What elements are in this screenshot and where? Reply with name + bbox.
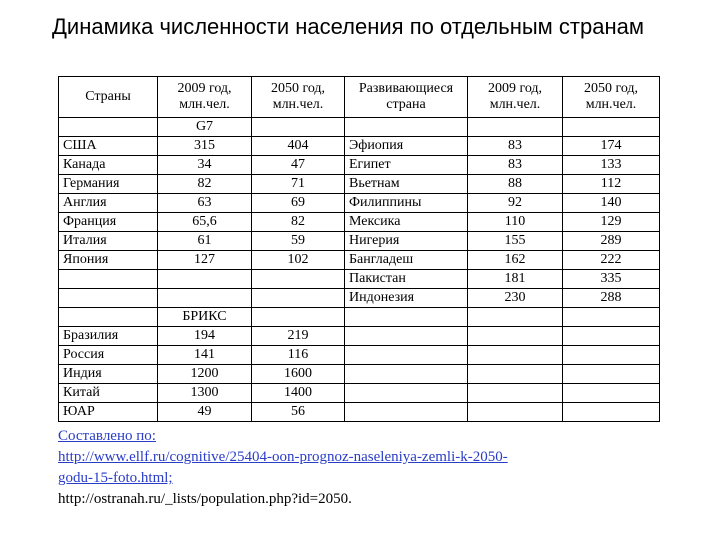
table-cell [59,289,158,308]
table-cell: Россия [59,346,158,365]
header-countries: Страны [59,77,158,118]
table-cell [59,270,158,289]
table-cell: 83 [468,137,563,156]
table-cell [252,289,345,308]
table-cell: 116 [252,346,345,365]
table-cell: 174 [563,137,660,156]
table-cell: 63 [158,194,252,213]
table-cell: 65,6 [158,213,252,232]
table-cell [468,403,563,422]
table-cell: 1300 [158,384,252,403]
table-cell [468,327,563,346]
table-cell: Китай [59,384,158,403]
header-2009-dev: 2009 год, млн.чел. [468,77,563,118]
table-cell [563,365,660,384]
table-cell [468,384,563,403]
table-cell: 83 [468,156,563,175]
table-cell: Филиппины [345,194,468,213]
table-cell [158,289,252,308]
table-cell [345,384,468,403]
table-cell: 71 [252,175,345,194]
table-cell [563,384,660,403]
source-link-1-line-2[interactable]: godu-15-foto.html; [58,470,173,486]
brics-rows [59,327,660,422]
table-cell: Нигерия [345,232,468,251]
table-cell [563,327,660,346]
table-cell: 49 [158,403,252,422]
table-cell: 69 [252,194,345,213]
population-table [58,76,660,422]
table-cell: 230 [468,289,563,308]
table-cell [563,346,660,365]
table-cell: 133 [563,156,660,175]
table-cell: Канада [59,156,158,175]
table-cell: Англия [59,194,158,213]
table-cell: Бангладеш [345,251,468,270]
header-2050: 2050 год, млн.чел. [252,77,345,118]
table-cell: 127 [158,251,252,270]
header-2009: 2009 год, млн.чел. [158,77,252,118]
table-row [59,137,660,156]
table-cell: 140 [563,194,660,213]
group-label-brics: БРИКС [158,308,252,327]
table-cell: 110 [468,213,563,232]
table-cell: 102 [252,251,345,270]
table-row [59,365,660,384]
table-cell [468,365,563,384]
table-cell [345,403,468,422]
table-row [59,327,660,346]
table-cell: 219 [252,327,345,346]
table-row [59,232,660,251]
page-title: Динамика численности населения по отдельным странам [52,14,644,39]
table-row [59,270,660,289]
table-row [59,194,660,213]
table-cell: 155 [468,232,563,251]
table-cell: Франция [59,213,158,232]
table-cell: 335 [563,270,660,289]
table-cell: 194 [158,327,252,346]
table-cell [158,270,252,289]
table-cell: 56 [252,403,345,422]
table-cell: 112 [563,175,660,194]
table-cell: 1400 [252,384,345,403]
table-cell: 34 [158,156,252,175]
table-cell: 92 [468,194,563,213]
table-header-row [59,77,660,118]
source-link-2: http://ostranah.ru/_lists/population.php?id=2050. [58,491,352,507]
table-cell: 61 [158,232,252,251]
table-cell: 289 [563,232,660,251]
table-cell: 288 [563,289,660,308]
table-row [59,346,660,365]
table-row [59,384,660,403]
table-cell: Индия [59,365,158,384]
table-cell [468,346,563,365]
table-cell: 47 [252,156,345,175]
table-row [59,175,660,194]
group-row-g7 [59,118,660,137]
table-cell [345,346,468,365]
table-cell [345,327,468,346]
table-row [59,289,660,308]
table-cell: Германия [59,175,158,194]
table-cell: 82 [158,175,252,194]
table-cell: Бразилия [59,327,158,346]
table-cell [345,365,468,384]
header-developing: Развивающиеся страна [345,77,468,118]
table-cell: 129 [563,213,660,232]
table-cell: 1200 [158,365,252,384]
table-cell: Эфиопия [345,137,468,156]
table-row [59,403,660,422]
table-cell: 222 [563,251,660,270]
table-cell: 1600 [252,365,345,384]
table-cell: 162 [468,251,563,270]
table-cell: Мексика [345,213,468,232]
table-cell: 404 [252,137,345,156]
table-cell: 315 [158,137,252,156]
table-cell: 181 [468,270,563,289]
main-rows [59,137,660,308]
table-cell: 59 [252,232,345,251]
source-link-1-line-1[interactable]: http://www.ellf.ru/cognitive/25404-oon-prognoz-naseleniya-zemli-k-2050- [58,449,508,465]
group-row-brics [59,308,660,327]
table-cell: Япония [59,251,158,270]
table-row [59,251,660,270]
table-cell: ЮАР [59,403,158,422]
table-cell: Вьетнам [345,175,468,194]
table-cell: 88 [468,175,563,194]
table-cell: 82 [252,213,345,232]
group-label-g7: G7 [158,118,252,137]
table-cell [252,270,345,289]
source-block [58,426,508,510]
table-row [59,156,660,175]
table-cell [563,403,660,422]
table-row [59,213,660,232]
header-2050-dev: 2050 год, млн.чел. [563,77,660,118]
table-cell: Египет [345,156,468,175]
table-cell: Пакистан [345,270,468,289]
table-cell: 141 [158,346,252,365]
table-cell: Италия [59,232,158,251]
table-cell: Индонезия [345,289,468,308]
table-cell: США [59,137,158,156]
source-label-link[interactable]: Составлено по: [58,428,156,444]
